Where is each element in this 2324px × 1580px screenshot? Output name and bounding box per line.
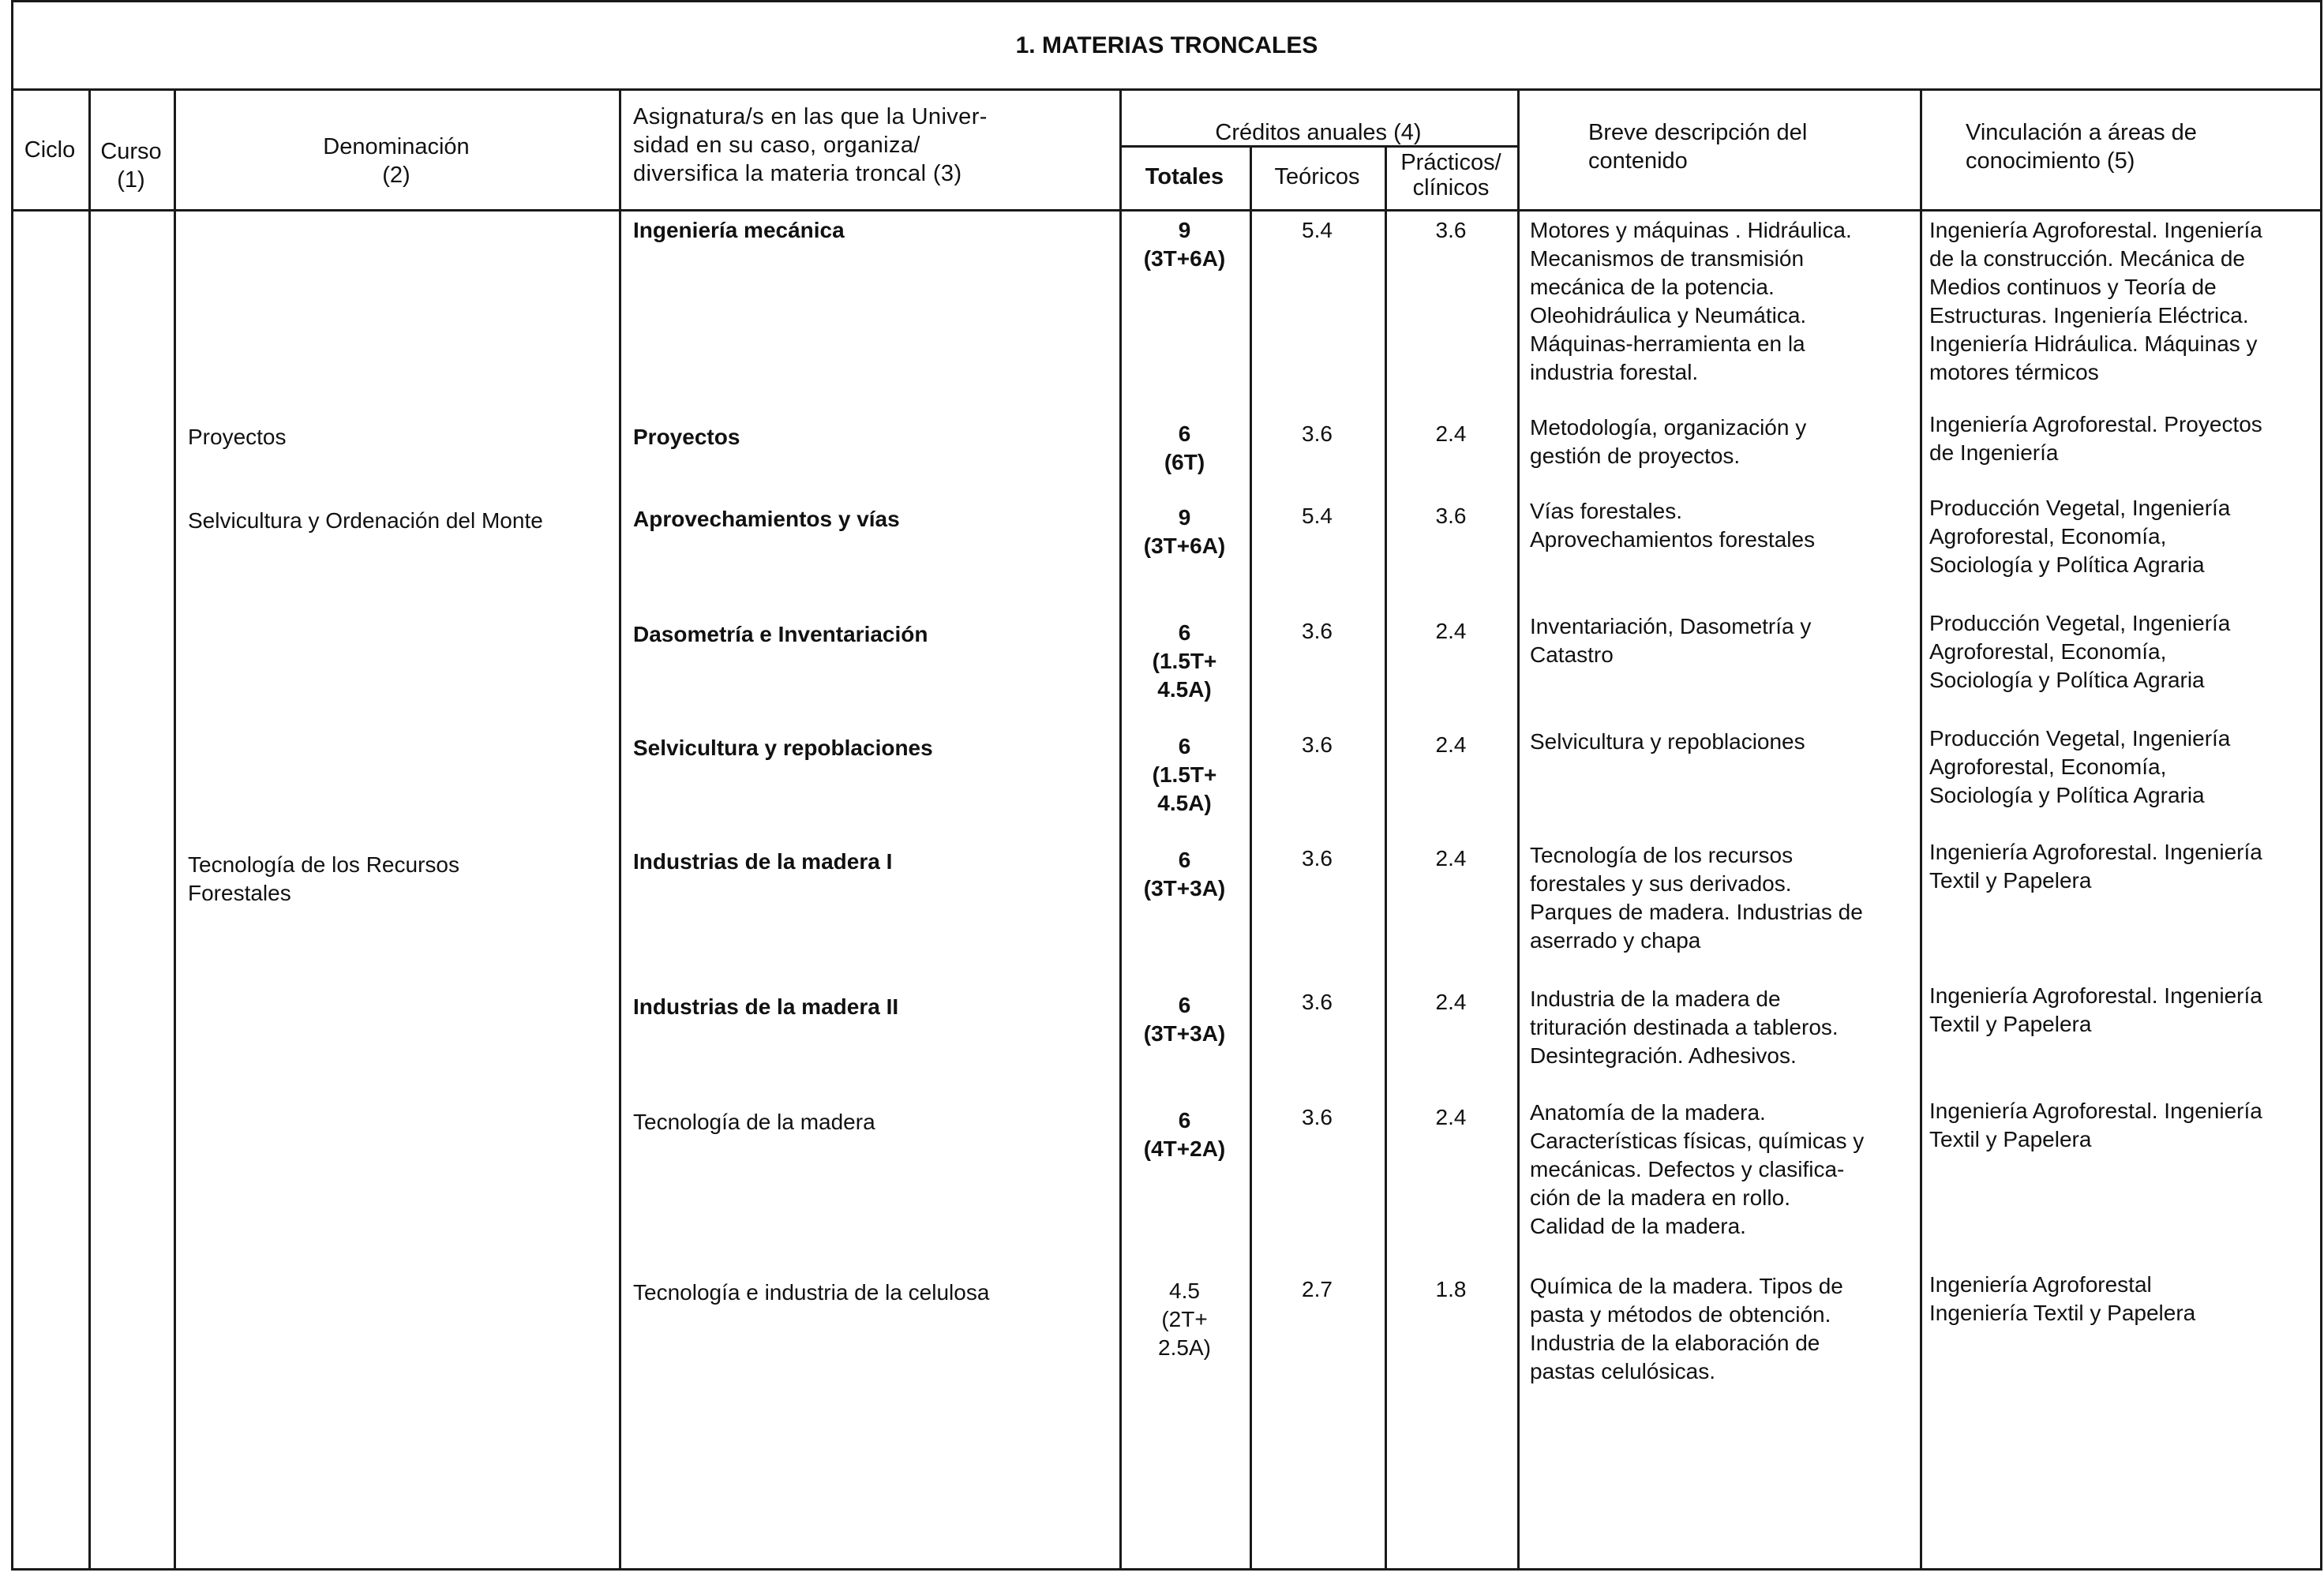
totales-cell: 6 (4T+2A) <box>1143 1108 1226 1161</box>
vinculacion-cell: Ingeniería Agroforestal Ingeniería Textil y Papelera <box>1929 1272 2196 1325</box>
practicos-cell: 2.4 <box>1435 846 1467 870</box>
asignatura-cell: Selvicultura y repoblaciones <box>633 736 933 760</box>
header-totales: Totales <box>1145 164 1224 189</box>
totales-cell: 4.5 (2T+ 2.5A) <box>1158 1279 1211 1360</box>
practicos-cell: 1.8 <box>1435 1277 1467 1301</box>
descripcion-cell: Anatomía de la madera. Características físicas, químicas y mecánicas. Defectos y clasifica- ción de la madera en rollo. Calidad de la madera. <box>1530 1100 1865 1238</box>
descripcion-cell: Inventariación, Dasometría y Catastro <box>1530 614 1812 667</box>
totales-cell: 6 (6T) <box>1164 421 1205 474</box>
vinculacion-cell: Ingeniería Agroforestal. Proyectos de Ingeniería <box>1929 412 2262 465</box>
header-divider <box>11 209 2322 212</box>
col-divider-descripcion <box>1920 88 1922 1571</box>
practicos-cell: 2.4 <box>1435 732 1467 757</box>
teoricos-cell: 5.4 <box>1302 218 1333 242</box>
asignatura-cell: Dasometría e Inventariación <box>633 622 928 646</box>
practicos-cell: 2.4 <box>1435 619 1467 643</box>
totales-cell: 6 (1.5T+ 4.5A) <box>1152 734 1217 815</box>
vinculacion-cell: Ingeniería Agroforestal. Ingeniería Textil y Papelera <box>1929 840 2262 893</box>
header-denominacion: Denominación (2) <box>323 134 470 188</box>
header-creditos: Créditos anuales (4) <box>1215 120 1422 145</box>
practicos-cell: 2.4 <box>1435 990 1467 1014</box>
teoricos-cell: 5.4 <box>1302 504 1333 528</box>
totales-cell: 9 (3T+6A) <box>1143 505 1226 558</box>
descripcion-cell: Vías forestales. Aprovechamientos forestales <box>1530 499 1816 552</box>
teoricos-cell: 3.6 <box>1302 421 1333 446</box>
teoricos-cell: 3.6 <box>1302 990 1333 1014</box>
vinculacion-cell: Producción Vegetal, Ingeniería Agroforestal, Economía, Sociología y Política Agraria <box>1929 611 2231 692</box>
teoricos-cell: 3.6 <box>1302 619 1333 643</box>
descripcion-cell: Industria de la madera de trituración destinada a tableros. Desintegración. Adhesivos. <box>1530 987 1839 1068</box>
vinculacion-cell: Ingeniería Agroforestal. Ingeniería Textil y Papelera <box>1929 1099 2262 1151</box>
descripcion-cell: Tecnología de los recursos forestales y sus derivados. Parques de madera. Industrias de aserrado y chapa <box>1530 843 1863 953</box>
practicos-cell: 3.6 <box>1435 504 1467 528</box>
header-descripcion: Breve descripción del contenido <box>1588 120 1808 174</box>
col-divider-ciclo <box>88 88 91 1571</box>
practicos-cell: 3.6 <box>1435 218 1467 242</box>
col-divider-creditos <box>1517 88 1520 1571</box>
header-asignaturas: Asignatura/s en las que la Univer- sidad en su caso, organiza/ diversifica la materia troncal (3) <box>633 104 988 186</box>
asignatura-cell: Aprovechamientos y vías <box>633 507 900 531</box>
totales-cell: 9 (3T+6A) <box>1143 218 1226 271</box>
totales-cell: 6 (3T+3A) <box>1143 993 1226 1046</box>
totales-cell: 6 (3T+3A) <box>1143 848 1226 900</box>
teoricos-cell: 3.6 <box>1302 1105 1333 1129</box>
teoricos-cell: 3.6 <box>1302 732 1333 757</box>
asignatura-cell: Tecnología e industria de la celulosa <box>633 1280 990 1305</box>
descripcion-cell: Química de la madera. Tipos de pasta y métodos de obtención. Industria de la elaboración de pastas celulósicas. <box>1530 1274 1843 1383</box>
header-curso: Curso (1) <box>100 139 162 193</box>
asignatura-cell: Proyectos <box>633 425 740 449</box>
practicos-cell: 2.4 <box>1435 1105 1467 1129</box>
denominacion-cell: Selvicultura y Ordenación del Monte <box>188 508 543 533</box>
teoricos-cell: 2.7 <box>1302 1277 1333 1301</box>
vinculacion-cell: Producción Vegetal, Ingeniería Agroforestal, Economía, Sociología y Política Agraria <box>1929 496 2231 577</box>
asignatura-cell: Industrias de la madera II <box>633 994 899 1019</box>
header-practicos: Prácticos/ clínicos <box>1400 150 1501 200</box>
col-divider-denominacion <box>619 88 621 1571</box>
table-title: 1. MATERIAS TRONCALES <box>1015 32 1318 58</box>
header-vinculacion: Vinculación a áreas de conocimiento (5) <box>1966 120 2197 174</box>
title-divider <box>11 88 2322 91</box>
vinculacion-cell: Producción Vegetal, Ingeniería Agroforestal, Economía, Sociología y Política Agraria <box>1929 726 2231 807</box>
vinculacion-cell: Ingeniería Agroforestal. Ingeniería Textil y Papelera <box>1929 983 2262 1036</box>
asignatura-cell: Industrias de la madera I <box>633 849 893 874</box>
vinculacion-cell: Ingeniería Agroforestal. Ingeniería de la construcción. Mecánica de Medios continuos y Teoría de Estructuras. Ingeniería Eléctrica. Ingeniería Hidráulica. Máquinas y motores térmicos <box>1929 218 2262 384</box>
practicos-cell: 2.4 <box>1435 421 1467 446</box>
totales-cell: 6 (1.5T+ 4.5A) <box>1152 620 1217 702</box>
descripcion-cell: Motores y máquinas . Hidráulica. Mecanismos de transmisión mecánica de la potencia. Oleohidráulica y Neumática. Máquinas-herramienta en la industria forestal. <box>1530 218 1852 384</box>
denominacion-cell: Tecnología de los Recursos Forestales <box>188 852 459 905</box>
asignatura-cell: Ingeniería mecánica <box>633 218 845 242</box>
teoricos-cell: 3.6 <box>1302 846 1333 870</box>
asignatura-cell: Tecnología de la madera <box>633 1110 875 1134</box>
denominacion-cell: Proyectos <box>188 425 287 449</box>
header-ciclo: Ciclo <box>24 137 76 163</box>
col-divider-curso <box>174 88 176 1571</box>
descripcion-cell: Metodología, organización y gestión de proyectos. <box>1530 415 1807 468</box>
header-teoricos: Teóricos <box>1274 164 1360 189</box>
descripcion-cell: Selvicultura y repoblaciones <box>1530 729 1805 754</box>
